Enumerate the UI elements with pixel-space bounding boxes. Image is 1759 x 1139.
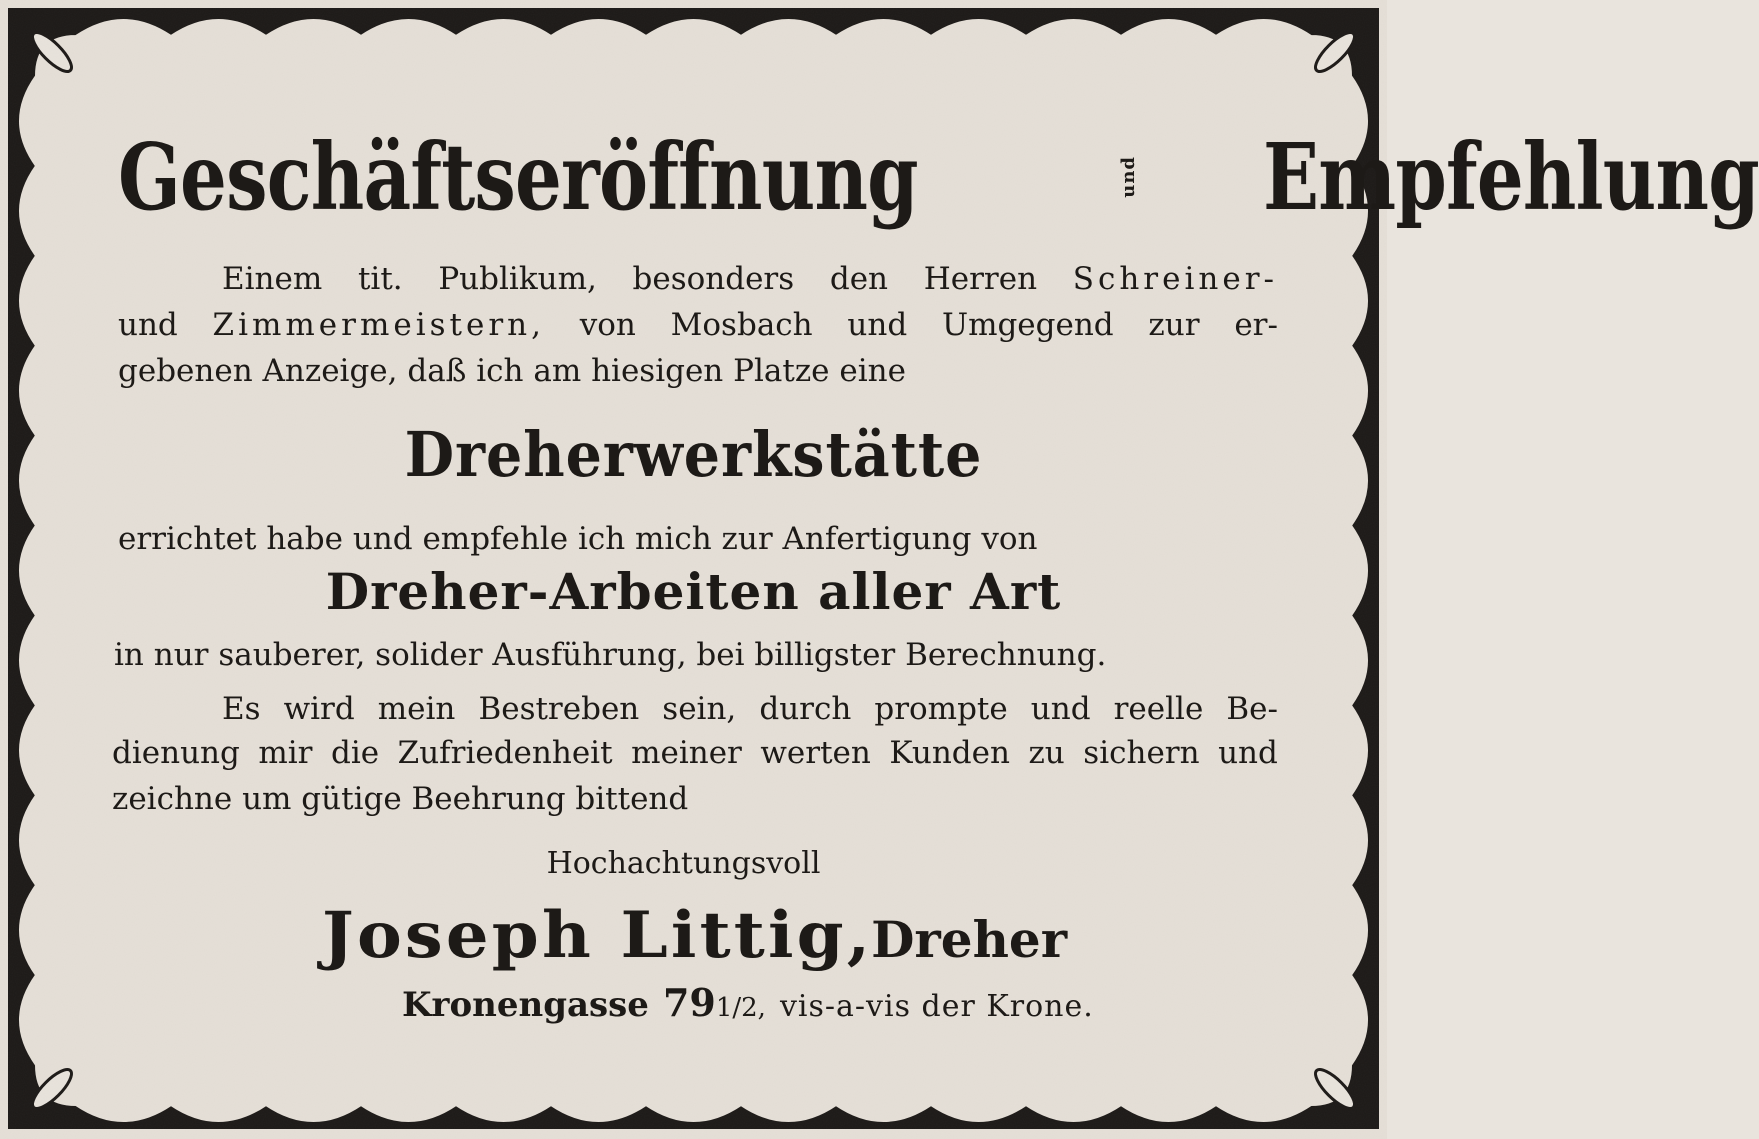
- address-number: 791/2,: [662, 980, 766, 1025]
- address: [402, 980, 1094, 1025]
- title-part-2: Empfehlung: [1262, 123, 1759, 231]
- paragraph-2-line-3: zeichne um gütige Beehrung bittend: [112, 781, 689, 817]
- ad-title: [118, 112, 1759, 242]
- title-connector: und: [1117, 156, 1139, 198]
- heading-dreherwerkstaette: Dreherwerkstätte: [404, 418, 983, 491]
- paragraph-2-line-2: dienung mir die Zufriedenheit meiner werten Kunden zu sichern und: [112, 735, 1278, 771]
- paragraph-1-line-1: Einem tit. Publikum, besonders den Herren Schreiner-: [222, 261, 1278, 297]
- paragraph-2-line-1: Es wird mein Bestreben sein, durch prompte und reelle Be-: [222, 691, 1278, 727]
- signature-name: Joseph Littig,: [322, 898, 874, 973]
- address-rest: vis-a-vis der Krone.: [779, 989, 1094, 1024]
- signature-trade: Dreher: [871, 910, 1068, 969]
- heading-dreher-arbeiten: Dreher-Arbeiten aller Art: [325, 562, 1062, 621]
- paragraph-1-line-3: gebenen Anzeige, daß ich am hiesigen Platze eine: [118, 353, 906, 389]
- closing-hochachtungsvoll: Hochachtungsvoll: [546, 846, 821, 881]
- line-after-heading-2: in nur sauberer, solider Ausführung, bei billigster Berechnung.: [114, 637, 1107, 673]
- paragraph-1-line-2: und Zimmermeistern, von Mosbach und Umgegend zur er-: [118, 307, 1278, 343]
- title-part-1: Geschäftseröffnung: [118, 123, 918, 231]
- signature: [322, 898, 1067, 973]
- line-after-heading-1: errichtet habe und empfehle ich mich zur Anfertigung von: [118, 521, 1038, 557]
- address-street: Kronengasse: [402, 985, 649, 1025]
